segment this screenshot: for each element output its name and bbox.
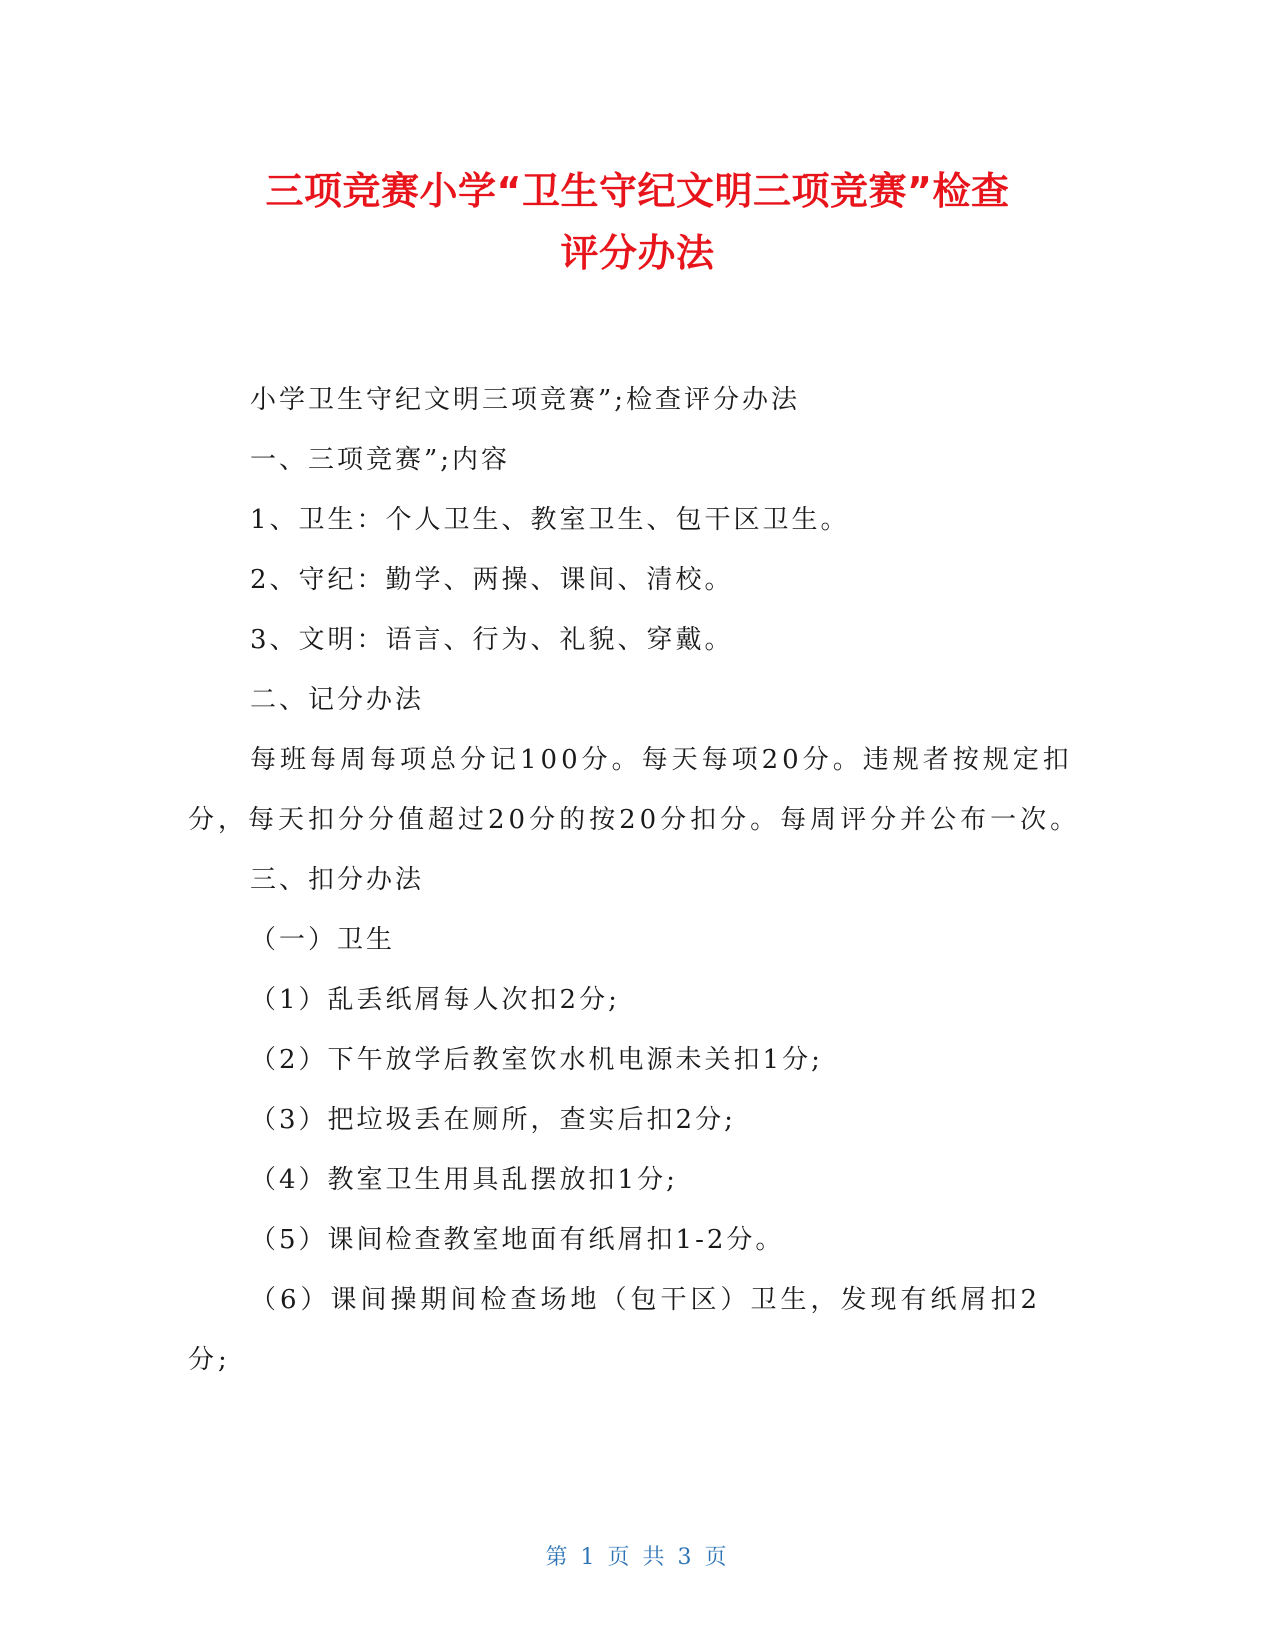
rule-item-4: （4）教室卫生用具乱摆放扣1分;: [250, 1165, 678, 1195]
paragraph-item-1: 1、卫生：个人卫生、教室卫生、包干区卫生。: [250, 505, 850, 535]
paragraph-item-3: 3、文明：语言、行为、礼貌、穿戴。: [250, 625, 734, 655]
rule-item-2: （2）下午放学后教室饮水机电源未关扣1分;: [250, 1045, 823, 1075]
rule-item-6: （6）课间操期间检查场地（包干区）卫生，发现有纸屑扣2分;: [188, 1285, 1042, 1375]
rule-item-5: （5）课间检查教室地面有纸屑扣1-2分。: [250, 1225, 785, 1255]
document-body: [188, 370, 1083, 1390]
rule-item-3: （3）把垃圾丢在厕所，查实后扣2分;: [250, 1105, 736, 1135]
paragraph-item-2: 2、守纪：勤学、两操、课间、清校。: [250, 565, 734, 595]
page-number-footer: 第 1 页 共 3 页: [545, 1545, 730, 1570]
paragraph-scoring: 每班每周每项总分记100分。每天每项20分。违规者按规定扣分，每天扣分分值超过20分的按20分扣分。每周评分并公布一次。: [188, 745, 1081, 835]
subsection-heading-hygiene: （一）卫生: [250, 925, 396, 955]
title-line-2: 评分办法: [560, 231, 715, 275]
document-title: [160, 160, 1115, 284]
section-heading-3: 三、扣分办法: [250, 865, 425, 895]
rule-item-1: （1）乱丢纸屑每人次扣2分;: [250, 985, 620, 1015]
section-heading-2: 二、记分办法: [250, 685, 425, 715]
section-heading-1: 一、三项竞赛”;内容: [250, 445, 511, 475]
title-line-1: 三项竞赛小学“卫生守纪文明三项竞赛”检查: [265, 169, 1010, 213]
paragraph-intro: 小学卫生守纪文明三项竞赛”;检查评分办法: [250, 385, 801, 415]
